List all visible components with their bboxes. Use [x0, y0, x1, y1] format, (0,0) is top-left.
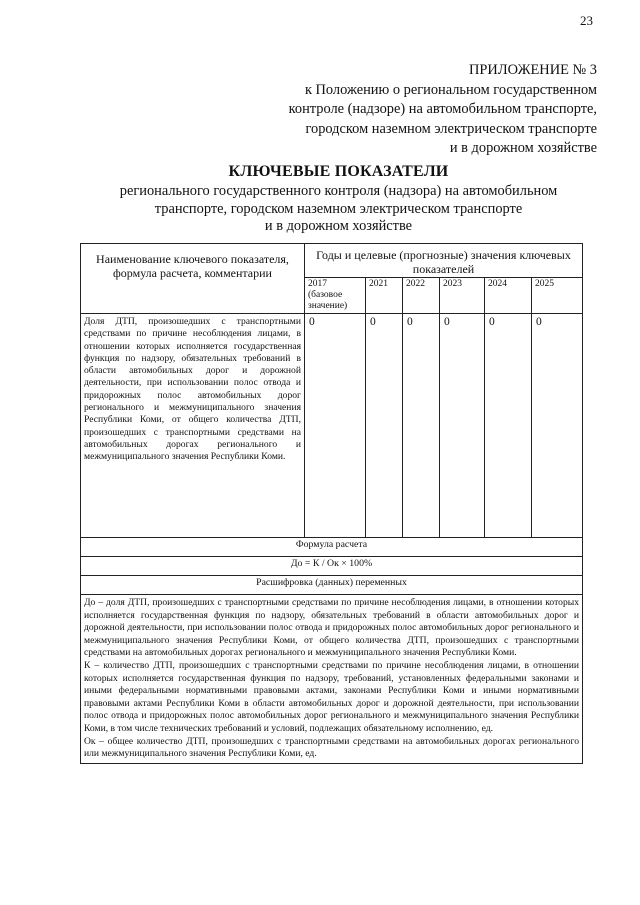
- variables-description: [81, 595, 583, 764]
- value-cell: 0: [532, 314, 583, 538]
- document-subtitle: [90, 183, 587, 236]
- appendix-header: [237, 61, 597, 159]
- page-number: 23: [580, 13, 593, 28]
- year-cell: 2017 (базовое значение): [305, 278, 366, 314]
- subtitle-line: транспорте, городском наземном электрическом транспорте: [154, 200, 523, 217]
- subtitle-line: регионального государственного контроля (надзора) на автомобильном: [119, 183, 558, 199]
- subtitle-line: и в дорожном хозяйстве: [264, 218, 413, 234]
- years-header: Годы и целевые (прогнозные) значения ключевых показателей: [305, 244, 583, 278]
- variables-label: Расшифровка (данных) переменных: [81, 576, 583, 595]
- appendix-title: ПРИЛОЖЕНИЕ № 3: [469, 62, 597, 78]
- variable-k: К – количество ДТП, произошедших с транспортными средствами по причине несоблюдения лицами, в отношении которых исполняется государственная функция по надзору, требований, установленных федеральными законами и иными федеральными нормативными правовыми актами, законами Республики Коми и иными нормативными правовыми актами Республики Коми в области автомобильных дорог и дорожной деятельности, при использовании полос отвода и придорожных полос автомобильных дорог регионального и межмуниципального значения Республики Коми, в том числе технических требований и условий, подлежащих обязательному исполнению, ед.: [84, 659, 580, 734]
- year-cell: 2024: [485, 278, 532, 314]
- indicators-table: [80, 243, 583, 764]
- appendix-line: к Положению о региональном государственном: [304, 81, 597, 98]
- variable-ok: Ок – общее количество ДТП, произошедших с транспортными средствами на автомобильных дорогах регионального или межмуниципального значения Республики Коми, ед.: [84, 735, 580, 760]
- appendix-line: и в дорожном хозяйстве: [449, 140, 597, 156]
- value-cell: 0: [485, 314, 532, 538]
- year-cell: 2021: [366, 278, 403, 314]
- year-cell: 2025: [532, 278, 583, 314]
- document-title: КЛЮЧЕВЫЕ ПОКАЗАТЕЛИ: [228, 163, 449, 180]
- formula: До = К / Ок × 100%: [81, 557, 583, 576]
- formula-label: Формула расчета: [81, 538, 583, 557]
- value-cell: 0: [305, 314, 366, 538]
- year-cell: 2023: [440, 278, 485, 314]
- value-cell: 0: [403, 314, 440, 538]
- value-cell: 0: [366, 314, 403, 538]
- indicator-name-header: Наименование ключевого показателя, формула расчета, комментарии: [81, 244, 305, 314]
- indicator-description: Доля ДТП, произошедших с транспортными средствами по причине несоблюдения лицами, в отношении которых исполняется государственная функция по надзору, обязательных требований в области автомобильных дорог и дорожной деятельности, при использовании полос отвода и придорожных полос автомобильных дорог регионального и межмуниципального значения Республики Коми, от общего количества ДТП, произошедших с транспортными средствами на автомобильных дорогах регионального и межмуниципального значения Республики Коми.: [81, 314, 305, 538]
- value-cell: 0: [440, 314, 485, 538]
- appendix-line: контроле (надзоре) на автомобильном транспорте,: [288, 101, 597, 117]
- appendix-line: городском наземном электрическом транспорте: [305, 120, 597, 137]
- variable-do: До – доля ДТП, произошедших с транспортными средствами по причине несоблюдения лицами, в отношении которых исполняется государственная функция по надзору, обязательных требований в области автомобильных дорог и дорожной деятельности, при использовании полос отвода и придорожных полос автомобильных дорог регионального и межмуниципального значения Республики Коми, от общего количества ДТП, произошедших с транспортными средствами на автомобильных дорогах регионального и межмуниципального значения Республики Коми.: [84, 597, 580, 659]
- year-cell: 2022: [403, 278, 440, 314]
